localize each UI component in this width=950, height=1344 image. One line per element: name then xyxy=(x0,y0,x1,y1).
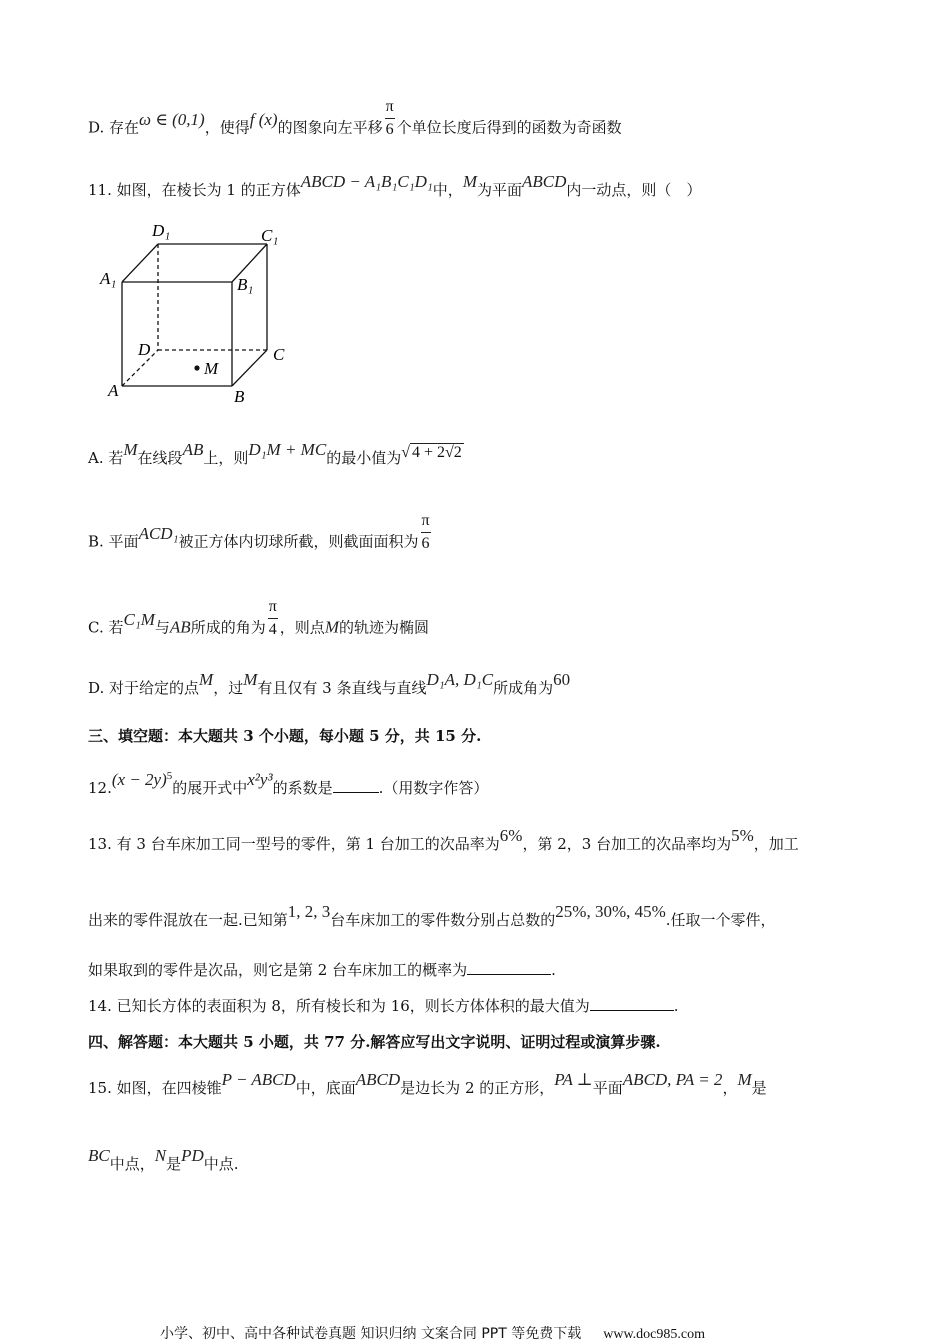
q15-line2: BC中点，N是PD中点. xyxy=(88,1146,239,1173)
label-d: D xyxy=(138,340,151,359)
q15-line1: 15. 如图，在四棱锥P − ABCD中，底面ABCD是边长为 2 的正方形，PA ⊥平面ABCD, PA = 2，M是 xyxy=(88,1070,767,1097)
label-b: B xyxy=(234,387,245,406)
label-c1: C₁ xyxy=(261,226,279,245)
section-4-heading: 四、解答题：本大题共 5 小题，共 77 分.解答应写出文字说明、证明过程或演算步骤. xyxy=(88,1033,661,1051)
sqrt-expression: √ 4 + 2√2 xyxy=(401,444,462,461)
q11-stem: 11. 如图，在棱长为 1 的正方体ABCD − A₁B₁C₁D₁中，M为平面ABCD内一动点，则（ ） xyxy=(88,172,702,199)
label-c: C xyxy=(273,345,285,364)
footer xyxy=(160,1323,705,1343)
answer-blank[interactable] xyxy=(333,778,379,793)
label-a: A xyxy=(108,381,119,400)
fraction-pi-6: $\frac{\pi}{6}$ xyxy=(385,98,394,138)
cube-figure xyxy=(98,218,298,408)
q11-option-a: A. 若M在线段AB上，则D₁M + MC的最小值为√ 4 + 2√2 xyxy=(88,440,462,467)
label-a1: A₁ xyxy=(100,269,117,288)
function-fx: f (x) xyxy=(249,109,278,129)
q11-option-c: C. 若C₁M与AB所成的角为 $\frac{\pi}{4}$ ，则点M的轨迹为椭圆 xyxy=(88,598,429,638)
answer-blank[interactable] xyxy=(467,960,551,975)
q13-line3: 如果取到的零件是次品，则它是第 2 台车床加工的概率为 . xyxy=(88,961,556,979)
q10-option-d: D. 存在ω ∈ (0,1)，使得f (x)的图象向左平移 $\frac{\pi}{6}$ 个单位长度后得到的函数为奇函数 xyxy=(88,106,622,151)
omega-set: ω ∈ (0,1) xyxy=(139,109,205,129)
label-b1: B₁ xyxy=(237,275,254,294)
section-3-heading: 三、填空题：本大题共 3 个小题，每小题 5 分，共 15 分. xyxy=(88,727,482,745)
q11-option-b: B. 平面ACD₁被正方体内切球所截，则截面面积为 $\frac{\pi}{6}$ xyxy=(88,512,430,552)
q11-option-d: D. 对于给定的点M，过M有且仅有 3 条直线与直线D₁A, D₁C所成角为60 xyxy=(88,670,571,697)
label-d1: D₁ xyxy=(152,221,171,240)
answer-blank[interactable] xyxy=(590,996,674,1011)
cube-name: ABCD − A₁B₁C₁D₁ xyxy=(300,172,433,191)
q14: 14. 已知长方体的表面积为 8，所有棱长和为 16，则长方体体积的最大值为 . xyxy=(88,997,679,1015)
q12: $12.(x - 2y)^5$的展开式中x²y³的系数是 .（用数字作答） xyxy=(88,770,489,797)
point-m-dot xyxy=(194,365,199,370)
footer-link[interactable]: www.doc985.com xyxy=(603,1327,705,1342)
q13-line1: 13. 有 3 台车床加工同一型号的零件，第 1 台加工的次品率为6%，第 2，3 台加工的次品率均为5%，加工 xyxy=(88,826,799,853)
label-m: M xyxy=(204,359,219,378)
footer-text: 小学、初中、高中各种试卷真题 知识归纳 文案合同 PPT 等免费下载 xyxy=(160,1326,582,1342)
q13-line2: 出来的零件混放在一起.已知第1, 2, 3台车床加工的零件数分别占总数的25%, 30%, 45%.任取一个零件， xyxy=(88,902,776,929)
